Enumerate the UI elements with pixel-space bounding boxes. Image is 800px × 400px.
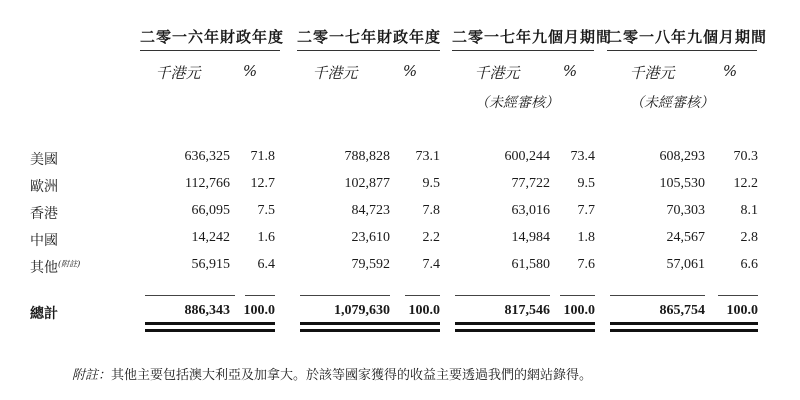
cell-amount-fy2016: 14,242: [191, 230, 230, 245]
total-label: 總計: [30, 306, 58, 322]
subtotal-rule-2: [245, 295, 275, 296]
subheader-amount-fy2016: 千港元: [155, 64, 201, 82]
cell-amount-fy2016: 636,325: [184, 149, 230, 164]
cell-pct-fy2016: 1.6: [257, 230, 275, 245]
cell-pct-9m2017: 7.6: [577, 257, 595, 272]
subtotal-rule-6: [560, 295, 595, 296]
row-label-note: (附註): [58, 259, 81, 269]
subtotal-rule-4: [405, 295, 440, 296]
subtotal-rule-5: [455, 295, 550, 296]
header-underline-fy2017: [297, 50, 440, 51]
cell-pct-9m2018: 12.2: [733, 176, 758, 191]
cell-pct-fy2017: 7.8: [422, 203, 440, 218]
total-pct-9m2017: 100.0: [563, 303, 595, 318]
cell-pct-9m2018: 2.8: [740, 230, 758, 245]
cell-pct-9m2017: 73.4: [570, 149, 595, 164]
footnote-tag: 附註：: [72, 368, 112, 383]
subtotal-rule-3: [300, 295, 390, 296]
cell-amount-9m2018: 57,061: [666, 257, 705, 272]
row-label: [30, 230, 58, 250]
row-label-text: 香港: [30, 206, 58, 222]
cell-pct-fy2017: 2.2: [422, 230, 440, 245]
cell-pct-fy2017: 7.4: [422, 257, 440, 272]
row-label-text: 其他: [30, 260, 58, 276]
cell-pct-9m2017: 9.5: [577, 176, 595, 191]
unaudited-note-9m2018: （未經審核）: [630, 95, 714, 111]
subheader-pct-fy2017: %: [402, 62, 418, 80]
cell-amount-fy2017: 79,592: [351, 257, 390, 272]
subheader-amount-9m2018: 千港元: [629, 64, 675, 82]
cell-amount-9m2017: 77,722: [511, 176, 550, 191]
subheader-amount-9m2017: 千港元: [474, 64, 520, 82]
cell-amount-fy2017: 84,723: [351, 203, 390, 218]
row-label-text: 美國: [30, 152, 58, 168]
cell-amount-9m2017: 61,580: [511, 257, 550, 272]
subheader-pct-fy2016: %: [242, 62, 258, 80]
cell-pct-9m2017: 1.8: [577, 230, 595, 245]
subtotal-rule-7: [610, 295, 705, 296]
row-label: [30, 149, 58, 169]
cell-amount-9m2018: 24,567: [666, 230, 705, 245]
header-9m2018: 二零一八年九個月期間: [607, 28, 768, 46]
subtotal-rule-8: [718, 295, 758, 296]
header-9m2017: 二零一七年九個月期間: [452, 28, 613, 46]
total-amount-9m2018: 865,754: [659, 303, 705, 318]
subheader-pct-9m2017: %: [562, 62, 578, 80]
row-label: [30, 257, 80, 277]
cell-amount-9m2018: 70,303: [666, 203, 705, 218]
total-amount-fy2016: 886,343: [184, 303, 230, 318]
cell-amount-fy2016: 66,095: [191, 203, 230, 218]
header-fy2016: 二零一六年財政年度: [140, 28, 285, 46]
cell-pct-fy2017: 9.5: [422, 176, 440, 191]
cell-pct-9m2018: 70.3: [733, 149, 758, 164]
cell-amount-9m2018: 105,530: [659, 176, 705, 191]
header-underline-9m2018: [607, 50, 757, 51]
unaudited-note-9m2017: （未經審核）: [475, 95, 559, 111]
cell-amount-9m2017: 63,016: [511, 203, 550, 218]
row-label: [30, 203, 58, 223]
cell-amount-9m2017: 600,244: [504, 149, 550, 164]
subheader-pct-9m2018: %: [722, 62, 738, 80]
cell-amount-9m2017: 14,984: [511, 230, 550, 245]
cell-amount-9m2018: 608,293: [659, 149, 705, 164]
cell-amount-fy2016: 112,766: [185, 176, 230, 191]
footnote: [72, 364, 592, 383]
cell-amount-fy2017: 23,610: [351, 230, 390, 245]
cell-amount-fy2017: 788,828: [344, 149, 390, 164]
cell-pct-9m2018: 8.1: [740, 203, 758, 218]
footnote-text: 其他主要包括澳大利亞及加拿大。於該等國家獲得的收益主要透過我們的網站錄得。: [111, 368, 593, 383]
total-pct-fy2016: 100.0: [243, 303, 275, 318]
header-underline-fy2016: [140, 50, 280, 51]
cell-pct-fy2016: 71.8: [250, 149, 275, 164]
cell-pct-9m2017: 7.7: [577, 203, 595, 218]
cell-pct-fy2016: 12.7: [250, 176, 275, 191]
cell-pct-fy2016: 6.4: [257, 257, 275, 272]
cell-amount-fy2016: 56,915: [191, 257, 230, 272]
row-label-text: 中國: [30, 233, 58, 249]
header-underline-9m2017: [452, 50, 594, 51]
cell-pct-fy2017: 73.1: [415, 149, 440, 164]
header-fy2017: 二零一七年財政年度: [297, 28, 442, 46]
cell-amount-fy2017: 102,877: [344, 176, 390, 191]
subheader-amount-fy2017: 千港元: [312, 64, 358, 82]
total-pct-9m2018: 100.0: [726, 303, 758, 318]
cell-pct-9m2018: 6.6: [740, 257, 758, 272]
total-pct-fy2017: 100.0: [408, 303, 440, 318]
row-label-text: 歐洲: [30, 179, 58, 195]
total-amount-9m2017: 817,546: [504, 303, 550, 318]
row-label: [30, 176, 58, 196]
subtotal-rule-1: [145, 295, 235, 296]
total-amount-fy2017: 1,079,630: [334, 303, 390, 318]
cell-pct-fy2016: 7.5: [257, 203, 275, 218]
